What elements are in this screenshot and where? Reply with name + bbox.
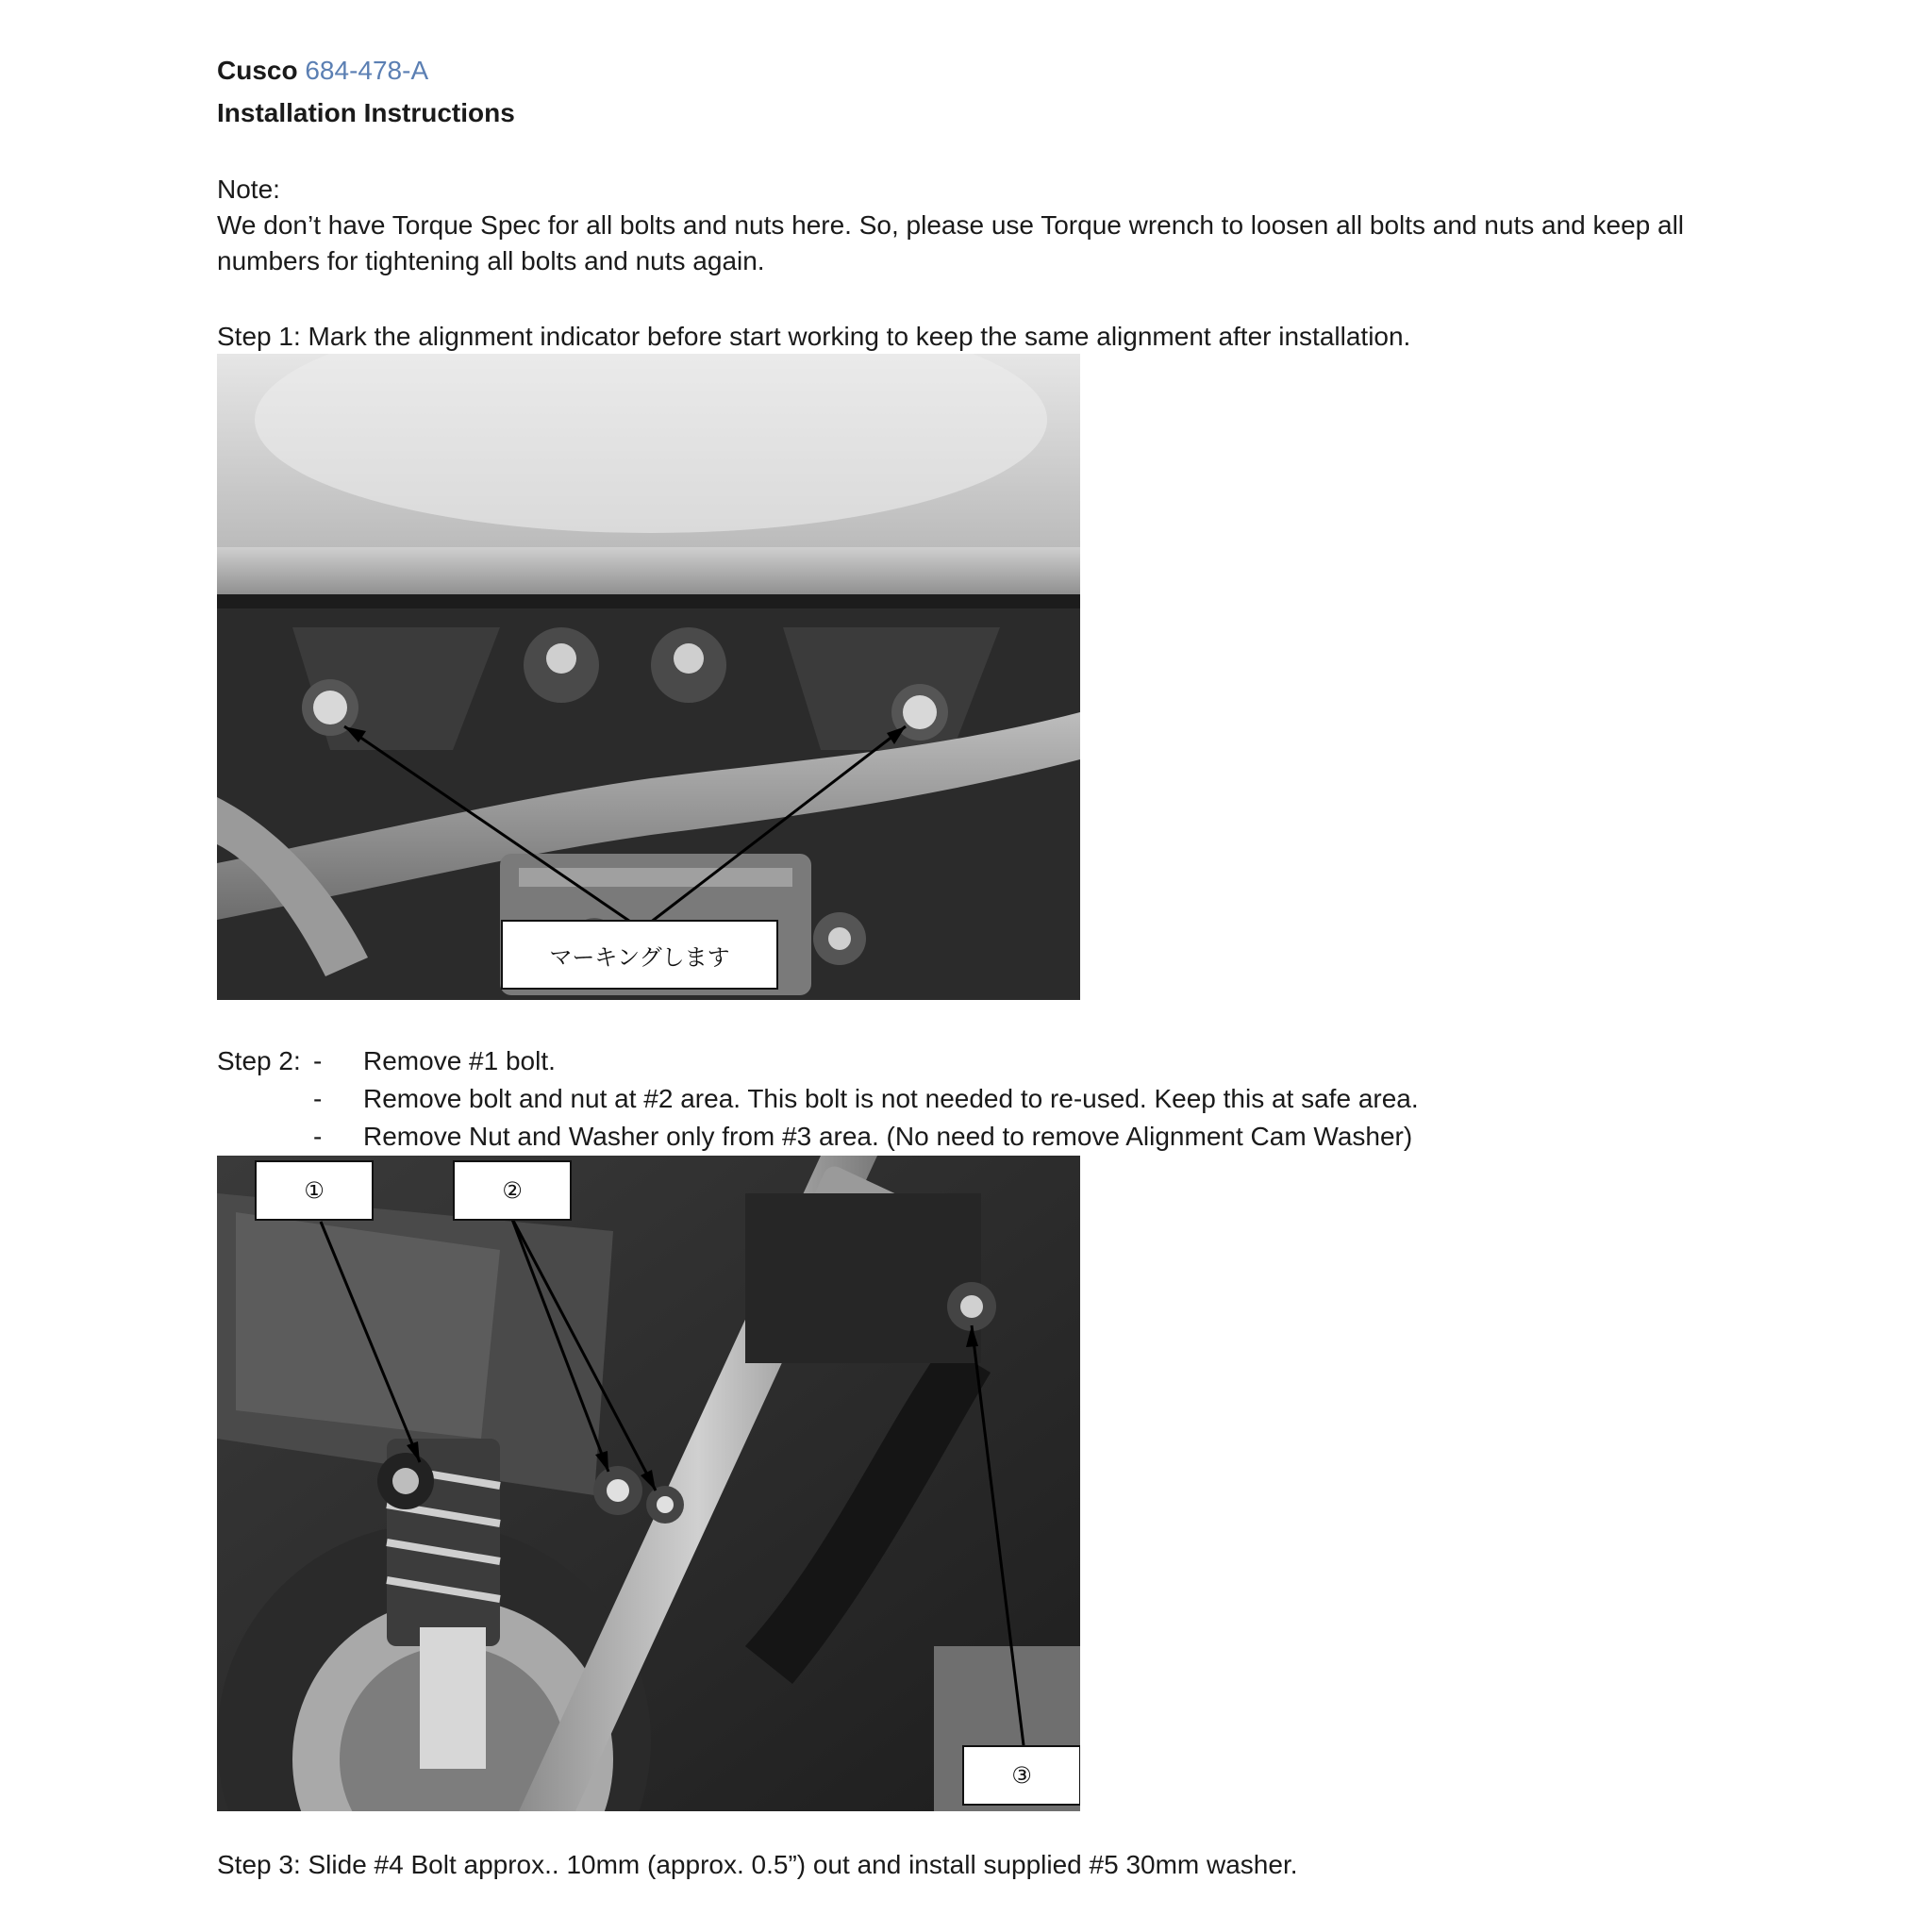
- brand-name: Cusco: [217, 56, 298, 85]
- step1-text: Step 1: Mark the alignment indicator before start working to keep the same alignment after installation.: [217, 322, 1411, 351]
- document-title-line: [217, 53, 428, 89]
- page-title: Installation Instructions: [217, 98, 515, 127]
- step2-item: Remove bolt and nut at #2 area. This bolt is not needed to re-used. Keep this at safe area.: [363, 1084, 1419, 1113]
- note-line-2: numbers for tightening all bolts and nuts again.: [217, 246, 765, 275]
- step1-photo-label: マーキングします: [501, 920, 778, 990]
- step2-bullet: -: [313, 1122, 323, 1151]
- step1-photo: [217, 354, 1080, 1000]
- step2-photo: [217, 1156, 1080, 1811]
- step2-bullet: -: [313, 1084, 323, 1113]
- photo-label-3: ③: [962, 1745, 1080, 1806]
- note-heading: Note:: [217, 175, 280, 204]
- step2-bullet: -: [313, 1046, 323, 1075]
- photo-label-2: ②: [453, 1160, 572, 1221]
- step2-item: Remove #1 bolt.: [363, 1046, 556, 1075]
- step2-photo-illustration: [217, 1156, 1080, 1811]
- step1-photo-illustration: [217, 354, 1080, 1000]
- step3-text: Step 3: Slide #4 Bolt approx.. 10mm (approx. 0.5”) out and install supplied #5 30mm washer.: [217, 1850, 1298, 1879]
- step2-item: Remove Nut and Washer only from #3 area. (No need to remove Alignment Cam Washer): [363, 1122, 1413, 1151]
- step2-prefix: Step 2:: [217, 1046, 301, 1075]
- photo-label-1: ①: [255, 1160, 374, 1221]
- note-line-1: We don’t have Torque Spec for all bolts and nuts here. So, please use Torque wrench to loosen all bolts and nuts and keep all: [217, 210, 1685, 240]
- part-number: 684-478-A: [305, 56, 429, 85]
